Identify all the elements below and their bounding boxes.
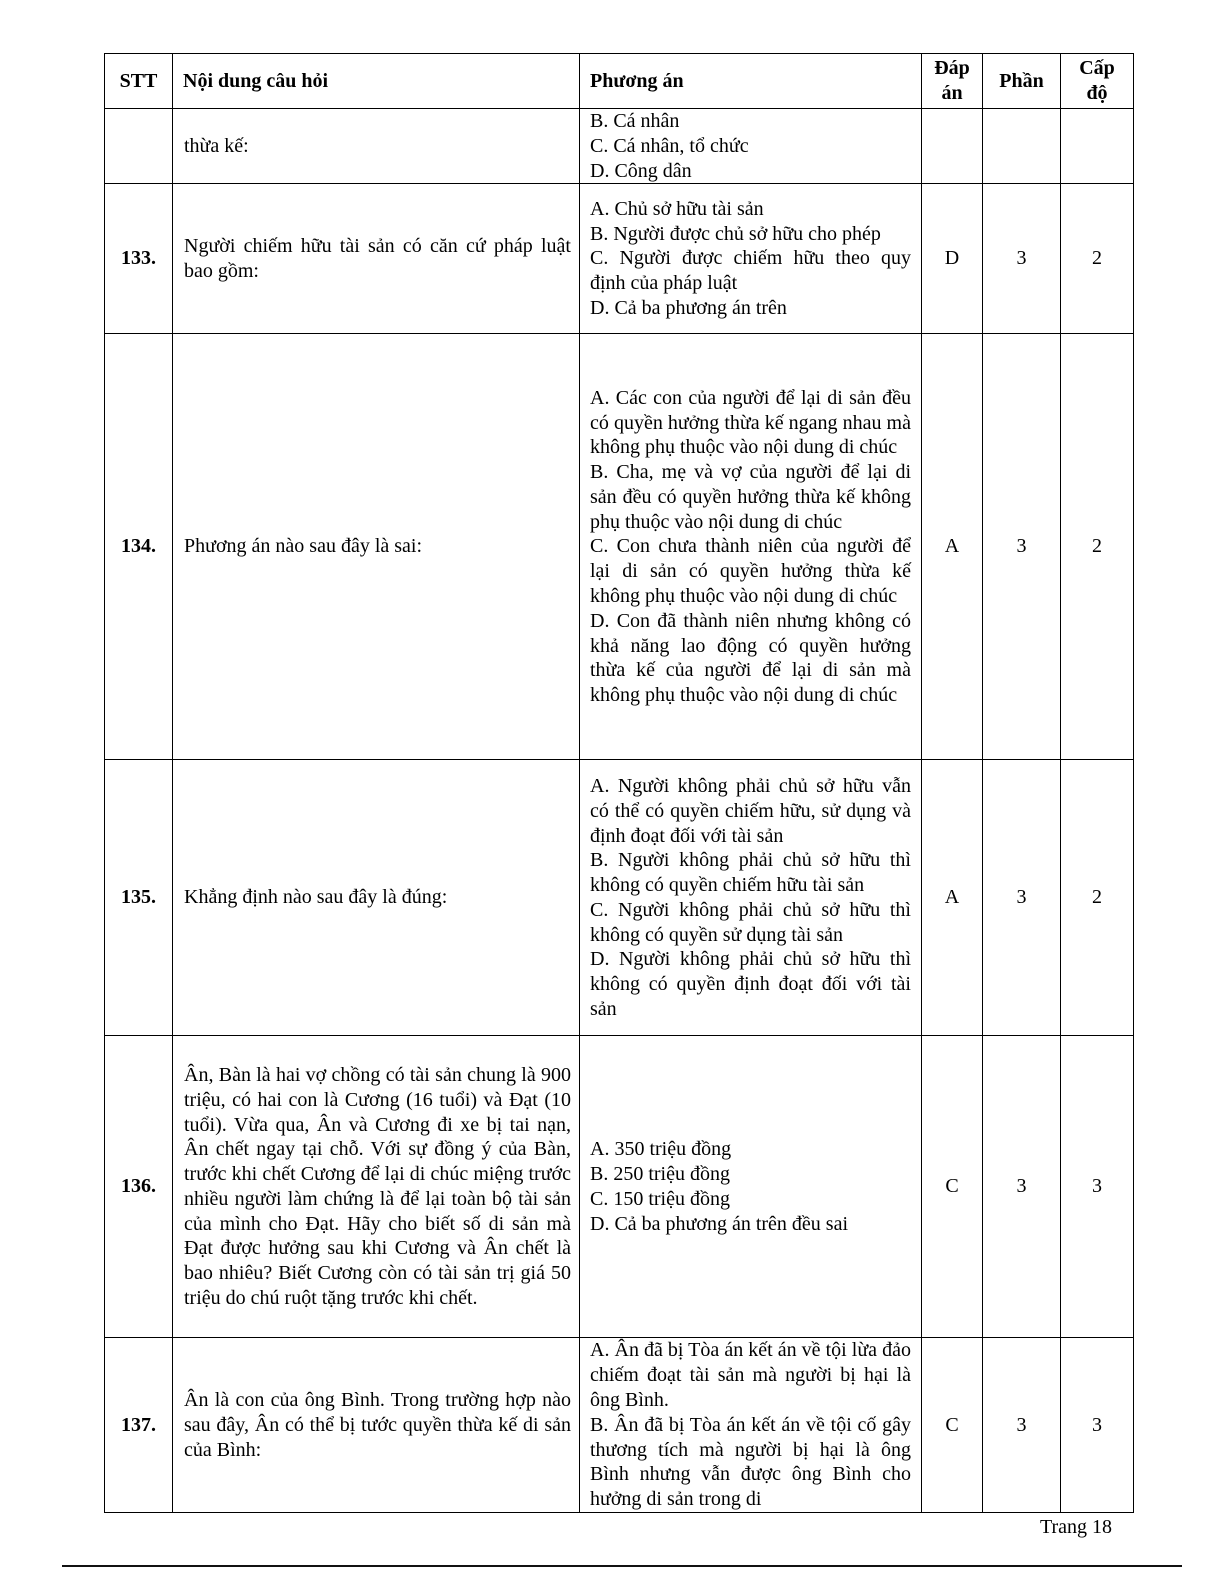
- header-row: [105, 54, 1134, 109]
- answer-cell: A: [922, 760, 983, 1036]
- option-item: B. Người không phải chủ sở hữu thì không có quyền chiếm hữu tài sản: [590, 849, 911, 897]
- header-options: Phương án: [580, 54, 922, 109]
- level-cell: 2: [1061, 760, 1134, 1036]
- part-cell: 3: [983, 1036, 1061, 1338]
- table-row-continuation: [105, 109, 1134, 184]
- option-item: A. Ân đã bị Tòa án kết án về tội lừa đảo chiếm đoạt tài sản mà người bị hại là ông Bình.: [590, 1339, 911, 1411]
- stt-cell: 135.: [105, 760, 173, 1036]
- answer-cell: [922, 109, 983, 184]
- stt-cell: 134.: [105, 334, 173, 760]
- stt-cell: 133.: [105, 184, 173, 334]
- level-cell: 2: [1061, 334, 1134, 760]
- option-item: A. 350 triệu đồng: [590, 1138, 732, 1161]
- question-cell: Ân là con của ông Bình. Trong trường hợp nào sau đây, Ân có thể bị tước quyền thừa kế di sản của Bình:: [173, 1338, 580, 1513]
- options-cell: [580, 334, 922, 760]
- part-cell: [983, 109, 1061, 184]
- table-row: [105, 1036, 1134, 1338]
- question-cell: Khẳng định nào sau đây là đúng:: [173, 760, 580, 1036]
- stt-cell: [105, 109, 173, 184]
- table-row: [105, 334, 1134, 760]
- question-cell: Phương án nào sau đây là sai:: [173, 334, 580, 760]
- question-cell: thừa kế:: [173, 109, 580, 184]
- option-item: C. Người được chiếm hữu theo quy định của pháp luật: [590, 247, 911, 295]
- options-cell: [580, 1338, 922, 1513]
- table-row: [105, 760, 1134, 1036]
- option-item: D. Cả ba phương án trên: [590, 297, 787, 320]
- stt-cell: 137.: [105, 1338, 173, 1513]
- stt-cell: 136.: [105, 1036, 173, 1338]
- option-item: C. Cá nhân, tổ chức: [590, 134, 749, 157]
- option-item: C. Người không phải chủ sở hữu thì không có quyền sử dụng tài sản: [590, 898, 911, 946]
- part-cell: 3: [983, 334, 1061, 760]
- question-table: [104, 53, 1134, 1513]
- option-item: C. Con chưa thành niên của người để lại di sản có quyền hưởng thừa kế không phụ thuộc vào nội dung di chúc: [590, 535, 911, 608]
- option-item: D. Người không phải chủ sở hữu thì không có quyền định đoạt đối với tài sản: [590, 948, 911, 1021]
- header-answer: Đáp án: [922, 54, 983, 109]
- header-question: Nội dung câu hỏi: [173, 54, 580, 109]
- part-cell: 3: [983, 184, 1061, 334]
- options-cell: [580, 1036, 922, 1338]
- answer-cell: C: [922, 1036, 983, 1338]
- option-item: B. 250 triệu đồng: [590, 1163, 730, 1186]
- option-item: A. Chủ sở hữu tài sản: [590, 197, 764, 220]
- table-row: [105, 1338, 1134, 1513]
- option-item: D. Con đã thành niên nhưng không có khả năng lao động có quyền hưởng thừa kế của người để lại di sản mà không phụ thuộc vào nội dung di chúc: [590, 609, 911, 707]
- question-cell: Ân, Bàn là hai vợ chồng có tài sản chung là 900 triệu, có hai con là Cương (16 tuổi) và Đạt (10 tuổi). Vừa qua, Ân và Cương đi xe bị tai nạn, Ân chết ngay tại chỗ. Với sự đồng ý của Bàn, trước khi chết Cương để lại di chúc miệng trước nhiều người làm chứng là để lại toàn bộ tài sản của mình cho Đạt. Hãy cho biết số di sản mà Đạt được hưởng sau khi Cương và Ân chết là bao nhiêu? Biết Cương còn có tài sản trị giá 50 triệu do chú ruột tặng trước khi chết.: [173, 1036, 580, 1338]
- level-cell: 3: [1061, 1338, 1134, 1513]
- part-cell: 3: [983, 1338, 1061, 1513]
- bottom-divider: [62, 1565, 1182, 1567]
- option-item: D. Công dân: [590, 159, 692, 182]
- option-item: C. 150 triệu đồng: [590, 1187, 730, 1210]
- answer-cell: D: [922, 184, 983, 334]
- level-cell: 3: [1061, 1036, 1134, 1338]
- option-item: A. Các con của người để lại di sản đều có quyền hưởng thừa kế ngang nhau mà không phụ thuộc vào nội dung di chúc: [590, 386, 911, 459]
- option-item: B. Cá nhân: [590, 110, 680, 132]
- level-cell: [1061, 109, 1134, 184]
- answer-cell: A: [922, 334, 983, 760]
- option-item: A. Người không phải chủ sở hữu vẫn có thể có quyền chiếm hữu, sử dụng và định đoạt đối với tài sản: [590, 774, 911, 847]
- page-number: Trang 18: [1040, 1516, 1113, 1538]
- option-item: D. Cả ba phương án trên đều sai: [590, 1212, 849, 1235]
- header-part: Phần: [983, 54, 1061, 109]
- options-cell: [580, 109, 922, 184]
- options-cell: [580, 760, 922, 1036]
- option-item: B. Ân đã bị Tòa án kết án về tội cố gây thương tích mà người bị hại là ông Bình nhưng vẫn được ông Bình cho hưởng di sản trong di: [590, 1413, 911, 1511]
- answer-cell: C: [922, 1338, 983, 1513]
- header-stt: STT: [105, 54, 173, 109]
- option-item: B. Cha, mẹ và vợ của người để lại di sản đều có quyền hưởng thừa kế không phụ thuộc vào nội dung di chúc: [590, 461, 911, 533]
- table-row: [105, 184, 1134, 334]
- option-item: B. Người được chủ sở hữu cho phép: [590, 222, 881, 245]
- header-level: Cấp độ: [1061, 54, 1134, 109]
- level-cell: 2: [1061, 184, 1134, 334]
- options-cell: [580, 184, 922, 334]
- question-cell: Người chiếm hữu tài sản có căn cứ pháp luật bao gồm:: [173, 184, 580, 334]
- part-cell: 3: [983, 760, 1061, 1036]
